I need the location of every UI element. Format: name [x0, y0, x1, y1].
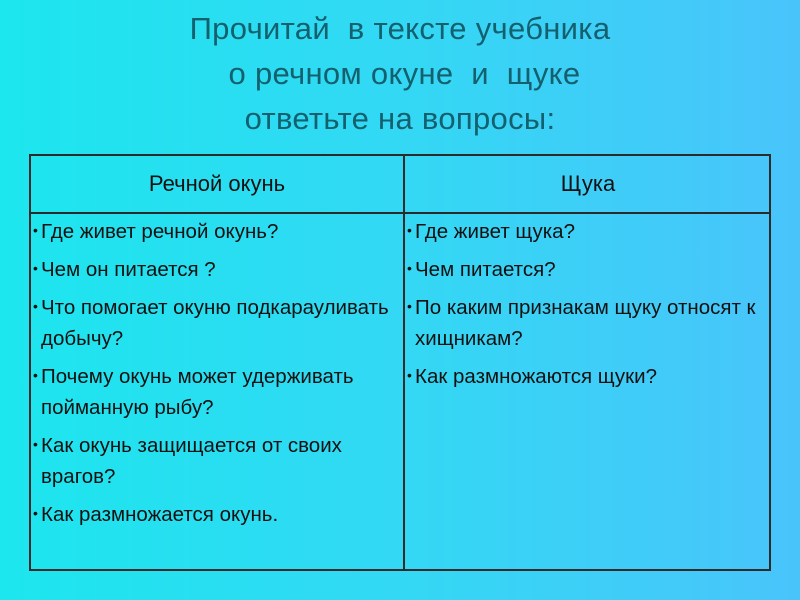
list-item: • Как размножаются щуки?	[407, 361, 769, 392]
header-pike: Щука	[560, 171, 616, 196]
title-line-2: о речном окуне и щуке	[219, 56, 581, 91]
perch-questions-list	[33, 216, 399, 530]
column-divider	[403, 156, 405, 571]
list-item: • Что помогает окуню подкарауливать добычу?	[33, 292, 399, 354]
title-line-3: ответьте на вопросы:	[244, 101, 556, 136]
list-item: • Где живет речной окунь?	[33, 216, 399, 247]
questions-table	[29, 154, 771, 571]
title-line-1: Прочитай в тексте учебника	[189, 11, 611, 46]
list-item: • Почему окунь может удерживать пойманную рыбу?	[33, 361, 399, 423]
pike-questions-list	[407, 216, 769, 392]
header-divider	[31, 212, 771, 214]
list-item: • Как окунь защищается от своих врагов?	[33, 430, 399, 492]
list-item: • По каким признакам щуку относят к хищникам?	[407, 292, 769, 354]
list-item: • Как размножается окунь.	[33, 499, 399, 530]
list-item: • Чем он питается ?	[33, 254, 399, 285]
list-item: • Где живет щука?	[407, 216, 769, 247]
header-perch: Речной окунь	[148, 171, 286, 196]
list-item: • Чем питается?	[407, 254, 769, 285]
slide-title	[0, 6, 800, 141]
